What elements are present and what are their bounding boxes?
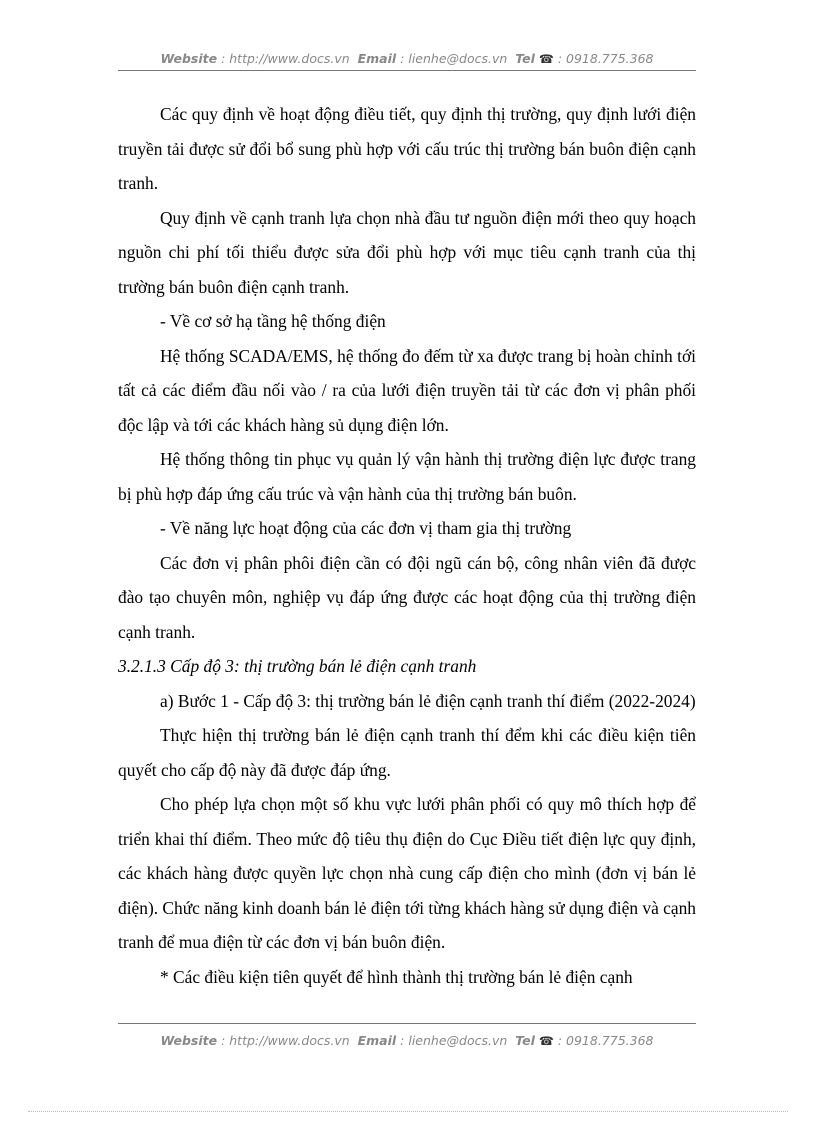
page-header — [118, 51, 696, 66]
footer-website-url[interactable]: : http://www.docs.vn — [217, 1033, 350, 1048]
header-divider — [118, 70, 696, 71]
footer-email-label: Email — [357, 1033, 397, 1048]
paragraph: Hệ thống thông tin phục vụ quản lý vận hành thị trường điện lực được trang bị phù hợp đáp ứng cấu trúc và vận hành của thị trường bán buôn. — [118, 449, 696, 504]
header-tel-number: : 0918.775.368 — [553, 51, 654, 66]
phone-icon: ☎ — [538, 52, 554, 66]
page-body — [118, 97, 696, 994]
header-tel-label: Tel — [515, 51, 535, 66]
paragraph: Cho phép lựa chọn một số khu vực lưới phân phối có quy mô thích hợp để triển khai thí điểm. Theo mức độ tiêu thụ điện do Cục Điều tiết điện lực quy định, các khách hàng được quyền lực chọn nhà cung cấp điện cho mình (đơn vị bán lẻ điện). Chức năng kinh doanh bán lẻ điện tới từng khách hàng sử dụng điện và cạnh tranh để mua điện từ các đơn vị bán buôn điện. — [118, 794, 696, 952]
footer-tel-number: : 0918.775.368 — [553, 1033, 654, 1048]
paragraph: * Các điều kiện tiên quyết để hình thành thị trường bán lẻ điện cạnh — [160, 966, 633, 987]
footer-website-label: Website — [160, 1033, 218, 1048]
paragraph: Quy định về cạnh tranh lựa chọn nhà đầu tư nguồn điện mới theo quy hoạch nguồn chi phí tối thiểu được sửa đổi phù hợp với mục tiêu cạnh tranh của thị trường bán buôn điện cạnh tranh. — [118, 207, 696, 297]
page-footer — [118, 1033, 696, 1048]
paragraph: - Về năng lực hoạt động của các đơn vị tham gia thị trường — [160, 518, 572, 538]
paragraph: Các quy định về hoạt động điều tiết, quy định thị trường, quy định lưới điện truyền tải được sử đổi bổ sung phù hợp với cấu trúc thị trường bán buôn điện cạnh tranh. — [118, 104, 696, 193]
phone-icon: ☎ — [538, 1034, 554, 1048]
page-edge-divider — [28, 1111, 788, 1112]
footer-divider — [118, 1023, 696, 1024]
paragraph: Hệ thống SCADA/EMS, hệ thống đo đếm từ xa được trang bị hoàn chỉnh tới tất cả các điểm đầu nối vào / ra của lưới điện truyền tải từ các đơn vị phân phối độc lập và tới các khách hàng sủ dụng điện lớn. — [118, 345, 696, 435]
footer-tel-label: Tel — [515, 1033, 535, 1048]
paragraph: a) Bước 1 - Cấp độ 3: thị trường bán lẻ điện cạnh tranh thí điểm (2022-2024) — [160, 690, 696, 711]
header-website-label: Website — [160, 51, 218, 66]
section-heading: 3.2.1.3 Cấp độ 3: thị trường bán lẻ điện cạnh tranh — [118, 656, 477, 676]
header-email-address[interactable]: : lienhe@docs.vn — [396, 51, 508, 66]
paragraph: Các đơn vị phân phôi điện cần có đội ngũ cán bộ, công nhân viên đã được đào tạo chuyên môn, nghiệp vụ đáp ứng được các hoạt động của thị trường điện cạnh tranh. — [118, 552, 696, 642]
footer-email-address[interactable]: : lienhe@docs.vn — [396, 1033, 508, 1048]
header-website-url[interactable]: : http://www.docs.vn — [217, 51, 350, 66]
paragraph: Thực hiện thị trường bán lẻ điện cạnh tranh thí đểm khi các điều kiện tiên quyết cho cấp độ này đã được đáp ứng. — [118, 725, 696, 780]
paragraph: - Về cơ sở hạ tầng hệ thống điện — [160, 311, 386, 331]
header-email-label: Email — [357, 51, 397, 66]
